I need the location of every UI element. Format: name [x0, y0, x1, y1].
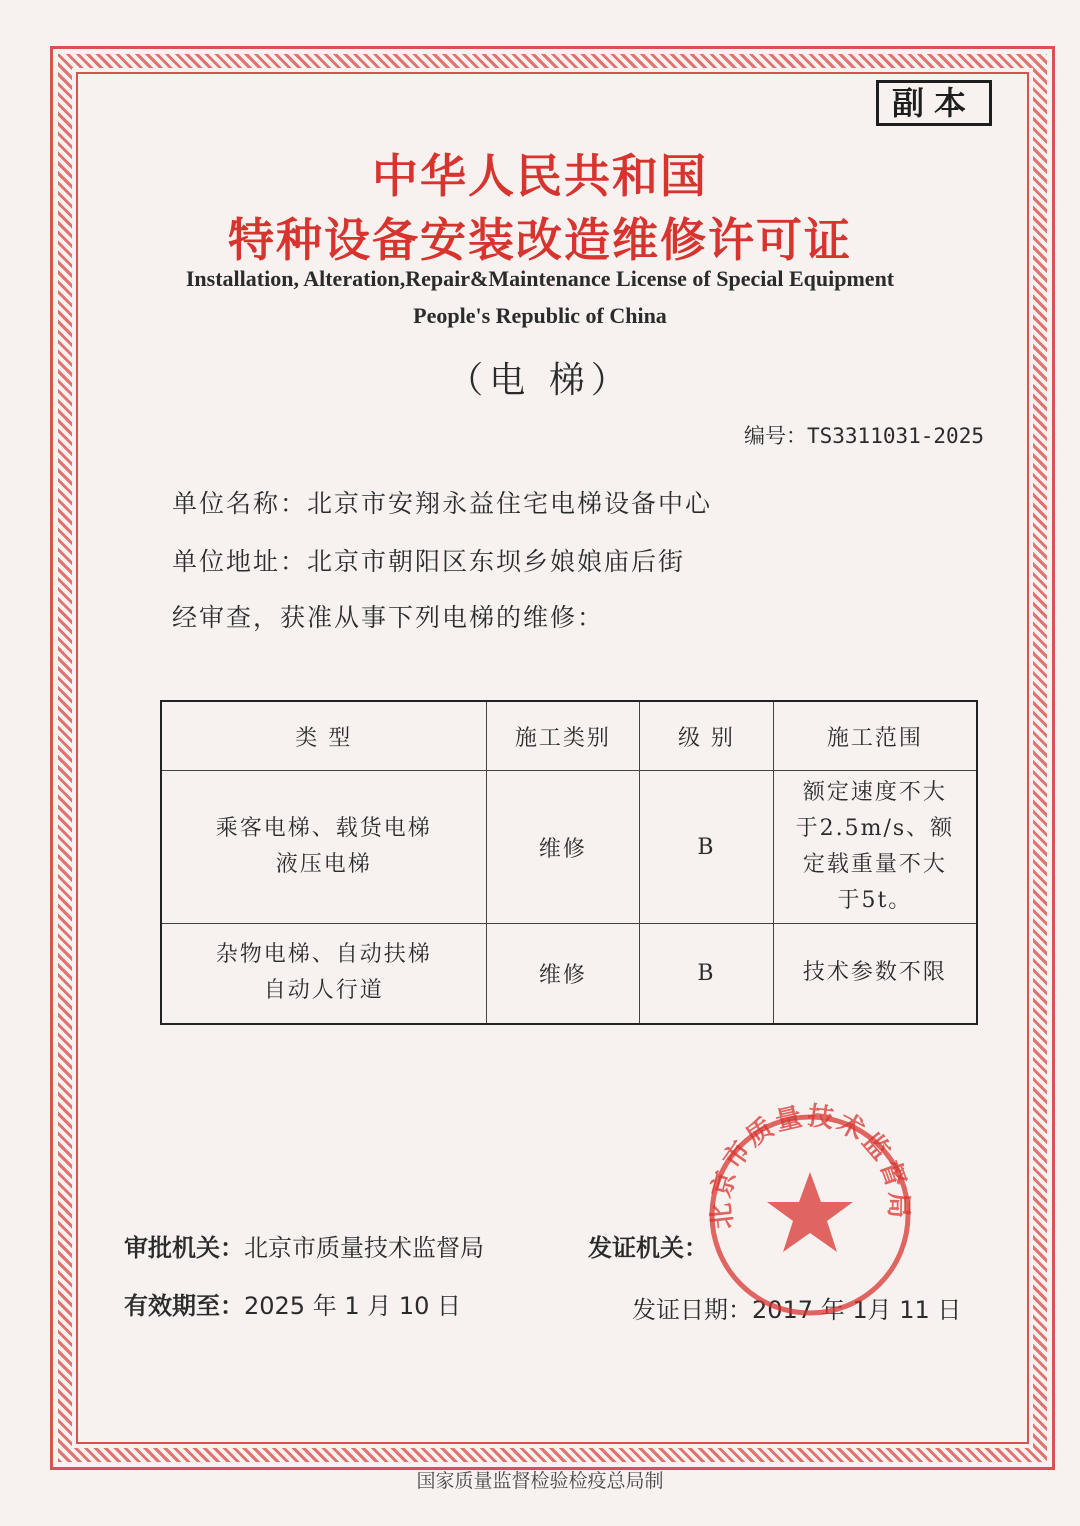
table-row	[161, 924, 977, 1024]
row1-scope-line4: 于5t。	[837, 888, 913, 913]
unit-address-value: 北京市朝阳区东坝乡娘娘庙后街	[307, 547, 686, 576]
table-header-row	[161, 701, 977, 771]
copy-stamp-label: 副本	[876, 80, 992, 126]
issuing-authority-line	[588, 1228, 708, 1263]
license-number: 编号：TS3311031-2025	[743, 424, 984, 448]
row1-type-line1: 乘客电梯、载货电梯	[215, 816, 432, 841]
unit-name-value: 北京市安翔永益住宅电梯设备中心	[307, 489, 713, 518]
issuing-authority-label: 发证机关：	[588, 1234, 708, 1262]
title-cn-line2: 特种设备安装改造维修许可证	[228, 213, 852, 267]
row1-type-line2: 液压电梯	[275, 852, 372, 877]
row1-work: 维修	[486, 771, 640, 924]
row1-scope-line3: 定载重量不大	[802, 852, 947, 877]
row2-type	[161, 924, 486, 1024]
valid-until-value: 2025 年 1 月 10 日	[244, 1292, 462, 1320]
row1-scope-line2: 于2.5m/s、额	[795, 816, 955, 841]
row2-type-line1: 杂物电梯、自动扶梯	[215, 942, 432, 968]
row1-scope-line1: 额定速度不大	[802, 780, 947, 805]
approval-authority-line	[124, 1228, 484, 1263]
header-scope: 施工范围	[773, 701, 977, 771]
approval-statement: 经审查，获准从事下列电梯的维修：	[172, 603, 605, 632]
row1-type	[161, 771, 486, 924]
unit-address-line	[172, 542, 685, 578]
official-seal-icon	[700, 1100, 920, 1330]
equipment-category: （电 梯）	[447, 360, 633, 401]
table-row	[161, 771, 977, 924]
row2-work: 维修	[486, 924, 640, 1024]
unit-name-label: 单位名称：	[172, 489, 308, 518]
row2-scope-line1: 技术参数不限	[802, 960, 947, 986]
unit-address-label: 单位地址：	[172, 547, 308, 576]
row2-type-line2: 自动人行道	[263, 978, 384, 1004]
issue-date-label: 发证日期：	[632, 1296, 752, 1324]
header-grade: 级 别	[640, 701, 774, 771]
approval-authority-value: 北京市质量技术监督局	[244, 1234, 484, 1262]
row1-scope	[773, 771, 977, 924]
row2-scope	[773, 924, 977, 1024]
title-en-line2: People's Republic of China	[413, 303, 667, 328]
unit-name-line	[172, 484, 712, 520]
seal-text: 北京市质量技术监督局	[706, 1101, 914, 1231]
title-cn-line1: 中华人民共和国	[372, 149, 708, 203]
title-en-line1: Installation, Alteration,Repair&Maintenance License of Special Equipment	[185, 266, 895, 291]
valid-until-label: 有效期至：	[124, 1292, 244, 1320]
row1-grade: B	[640, 771, 774, 924]
issue-date-value: 2017 年 1月 11 日	[752, 1296, 962, 1324]
license-scope-table	[160, 700, 978, 1025]
row2-grade: B	[640, 924, 774, 1024]
header-type: 类 型	[161, 701, 486, 771]
valid-until-line	[124, 1286, 461, 1321]
issuer-footnote: 国家质量监督检验检疫总局制	[416, 1470, 664, 1492]
header-work-category: 施工类别	[486, 701, 640, 771]
approval-authority-label: 审批机关：	[124, 1234, 244, 1262]
